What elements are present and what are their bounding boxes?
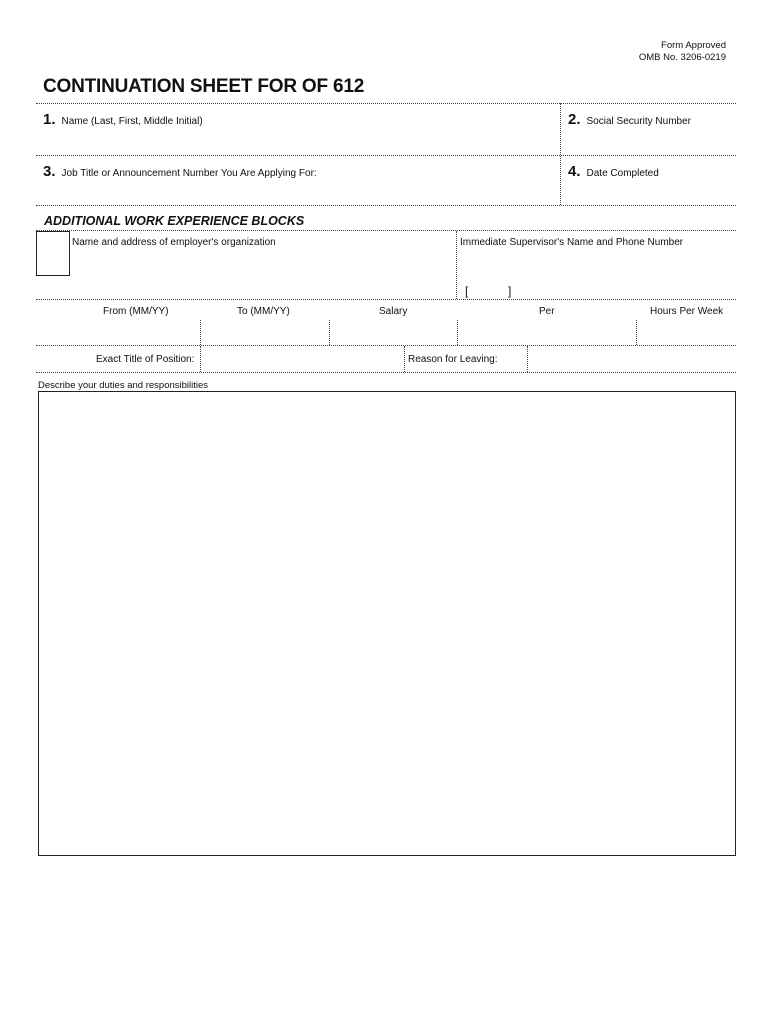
supervisor-label: Immediate Supervisor's Name and Phone Number: [460, 237, 684, 248]
name-input[interactable]: [36, 104, 559, 154]
ssn-input[interactable]: [561, 104, 736, 154]
salary-input[interactable]: [330, 320, 456, 344]
hours-input[interactable]: [637, 320, 736, 344]
job-title-input[interactable]: [36, 156, 559, 205]
divider: [36, 299, 736, 300]
to-label: To (MM/YY): [237, 306, 290, 317]
employer-label: Name and address of employer's organization: [72, 237, 276, 248]
exact-title-label: Exact Title of Position:: [96, 354, 195, 365]
divider: [36, 205, 736, 206]
page-title: CONTINUATION SHEET FOR OF 612: [43, 76, 365, 97]
reason-input[interactable]: [528, 347, 736, 371]
employer-input[interactable]: [72, 250, 454, 298]
ssn-label: Social Security Number: [586, 116, 691, 127]
from-date-input[interactable]: [36, 320, 199, 344]
field-number: 2.: [568, 111, 581, 128]
divider: [36, 230, 736, 231]
date-completed-label: Date Completed: [586, 168, 659, 179]
block-number-box[interactable]: [36, 231, 70, 276]
from-label: From (MM/YY): [103, 306, 169, 317]
name-label: Name (Last, First, Middle Initial): [61, 116, 203, 127]
field-number: 1.: [43, 111, 56, 128]
form-approval-block: [639, 40, 726, 64]
divider: [36, 372, 736, 373]
divider: [404, 346, 405, 372]
duties-textarea[interactable]: [38, 391, 736, 856]
salary-label: Salary: [379, 306, 408, 317]
per-input[interactable]: [458, 320, 635, 344]
area-code-input[interactable]: [472, 284, 506, 298]
supervisor-input[interactable]: [460, 250, 736, 280]
area-code-bracket-close: ]: [508, 284, 512, 298]
divider: [456, 231, 457, 299]
omb-number-text: OMB No. 3206-0219: [638, 52, 726, 63]
divider: [36, 345, 736, 346]
field-number: 4.: [568, 163, 581, 180]
date-completed-input[interactable]: [561, 156, 736, 205]
field-number: 3.: [43, 163, 56, 180]
job-title-label: Job Title or Announcement Number You Are Applying For:: [61, 168, 317, 179]
reason-label: Reason for Leaving:: [408, 354, 498, 365]
section-title: ADDITIONAL WORK EXPERIENCE BLOCKS: [44, 214, 305, 228]
exact-title-input[interactable]: [201, 347, 403, 371]
per-label: Per: [539, 306, 555, 317]
phone-input[interactable]: [520, 284, 730, 298]
duties-label: Describe your duties and responsibilities: [38, 380, 209, 391]
area-code-bracket-open: [: [465, 284, 469, 298]
form-approved-text: Form Approved: [661, 40, 726, 51]
hours-label: Hours Per Week: [650, 306, 724, 317]
to-date-input[interactable]: [201, 320, 328, 344]
